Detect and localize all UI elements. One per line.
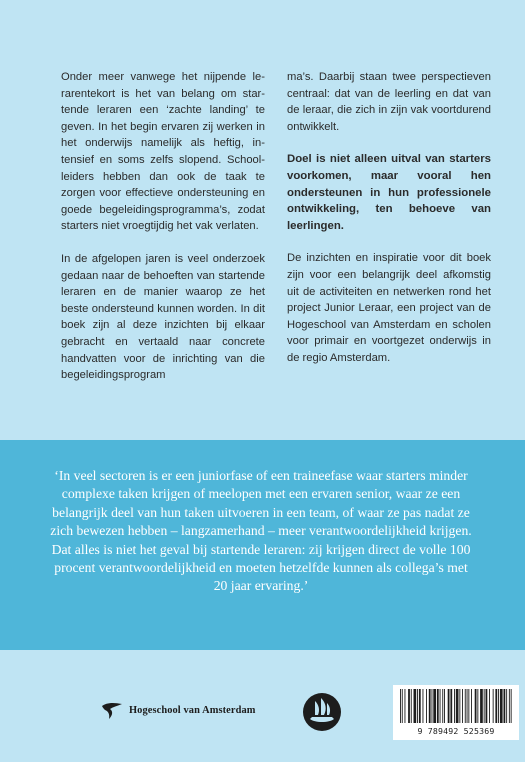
barcode-bar <box>511 689 512 723</box>
left-text-column <box>61 69 265 400</box>
barcode-bar <box>437 689 439 723</box>
barcode-bar <box>465 689 466 723</box>
barcode-bar <box>454 689 455 723</box>
barcode-bar <box>480 689 483 723</box>
barcode-bar <box>433 689 436 723</box>
barcode-bar <box>423 689 424 723</box>
barcode-bar <box>400 689 401 723</box>
barcode <box>393 685 519 740</box>
barcode-icon <box>399 689 513 723</box>
hva-bird-logo-icon <box>101 700 123 720</box>
barcode-bar <box>495 689 497 723</box>
barcode-bar <box>408 689 410 723</box>
barcode-bar <box>506 689 507 723</box>
barcode-bar <box>467 689 468 723</box>
barcode-bar <box>471 689 472 723</box>
barcode-bar <box>402 689 403 723</box>
barcode-bar <box>417 689 418 723</box>
research-paragraph: In de afgelopen jaren is veel onderzoek gedaan naar de behoeften van startende leraren en de manier waarop ze het beste ondersteund kunnen worden. In dit boek zijn al deze inzichten bij elkaar gebracht en vertaald naar concrete handvatten voor de inrichting van die begeleidingsprogram <box>61 252 265 382</box>
perspectives-paragraph: ma’s. Daarbij staan twee perspectieven centraal: dat van de leerling en dat van de leraar, die zich in zijn vak voortdurend ontwikkelt. <box>287 71 491 133</box>
barcode-bar <box>509 689 510 723</box>
barcode-bar <box>444 689 445 723</box>
barcode-bar <box>405 689 406 723</box>
hva-logo <box>101 700 256 720</box>
right-text-column <box>287 69 491 383</box>
barcode-bar <box>486 689 488 723</box>
barcode-bar <box>419 689 421 723</box>
barcode-bar <box>456 689 459 723</box>
barcode-bar <box>498 689 499 723</box>
barcode-bar <box>484 689 485 723</box>
barcode-bar <box>450 689 452 723</box>
barcode-bar <box>500 689 503 723</box>
inspiration-paragraph: De inzichten en inspiratie voor dit boek zijn voor een belangrijk deel afkomstig uit de activiteiten en netwerken rond het project Junior Leraar, een project van de Hogeschool van Amsterdam en scholen voor primair en voortgezet onderwijs in de regio Amsterdam. <box>287 252 491 364</box>
publisher-ship-logo-icon <box>302 692 342 732</box>
barcode-bar <box>429 689 431 723</box>
barcode-bar <box>411 689 412 723</box>
barcode-bar <box>468 689 469 723</box>
barcode-bar <box>504 689 506 723</box>
barcode-bar <box>442 689 443 723</box>
barcode-bar <box>426 689 427 723</box>
barcode-bar <box>475 689 477 723</box>
goal-paragraph: Doel is niet alleen uitval van starters voorkomen, maar vooral hen ondersteunen in hun professionele ontwikkeling, ten behoeve van leerlingen. <box>287 153 491 232</box>
intro-paragraph: Onder meer vanwege het nijpende lerarentekort is het van belang om startende leraren een ‘zachte landing’ te geven. In het begin ervaren zij werken in het onderwijs namelijk als heftig, intensief en soms zelfs slopend. Schoolleiders hebben dan ook de taak te zorgen voor effectieve ondersteuning en goede begeleidingsprogramma’s, zodat starters niet vroegtijdig het vak verlaten. <box>61 71 265 233</box>
barcode-bar <box>440 689 441 723</box>
barcode-bar <box>448 689 450 723</box>
isbn-number: 9 789492 525369 <box>417 726 495 736</box>
barcode-bar <box>432 689 433 723</box>
barcode-bar <box>493 689 494 723</box>
barcode-bar <box>459 689 460 723</box>
institution-name: Hogeschool van Amsterdam <box>129 704 256 716</box>
barcode-bar <box>414 689 417 723</box>
barcode-bar <box>462 689 463 723</box>
barcode-bar <box>477 689 478 723</box>
barcode-bar <box>489 689 490 723</box>
pull-quote: ‘In veel sectoren is er een juniorfase of een traineefase waar starters minder complexe taken krijgen of meelopen met een ervaren senior, waar ze een belangrijk deel van hun taken uitvoeren in een team, of waar ze pas nadat ze zich bewezen hebben – langzamerhand – meer verantwoordelijkheid krijgen. Dat alles is niet het geval bij startende leraren: zij krijgen direct de volle 100 procent verantwoordelijkheid en moeten hetzelfde kunnen als collega’s met 20 jaar ervaring.’ <box>50 468 472 594</box>
